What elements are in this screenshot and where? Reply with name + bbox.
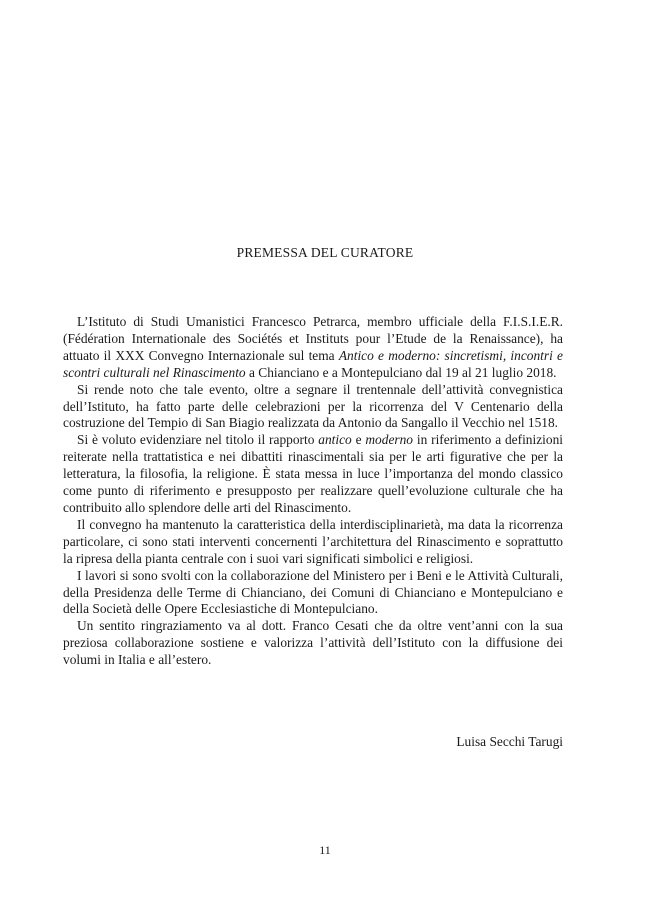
- conference-title-italic: Antico e moderno: sincretismi, incontri e scontri culturali nel Rinascimento: [63, 347, 563, 380]
- paragraph-1-text-b: a Chianciano e a Montepulciano dal 19 al 21 luglio 2018.: [245, 364, 557, 380]
- paragraph-4: Il convegno ha mantenuto la caratteristica della interdisciplinarietà, ma data la ricorrenza particolare, ci sono stati interventi concernenti l’architettura del Rinascimento e soprattutto la ripresa della pianta centrale con i suoi vari significati simbolici e religiosi.: [63, 516, 563, 566]
- paragraph-5: I lavori si sono svolti con la collaborazione del Ministero per i Beni e le Attività Culturali, della Presidenza delle Terme di Chianciano, dei Comuni di Chianciano e Montepulciano e della Società delle Opere Ecclesiastiche di Montepulciano.: [63, 567, 563, 617]
- page-number: 11: [319, 843, 331, 857]
- paragraph-3: [63, 432, 563, 517]
- paragraph-1: [63, 314, 563, 382]
- paragraph-3-text-b: e: [351, 432, 366, 448]
- italic-antico: antico: [318, 432, 352, 448]
- paragraph-2: Si rende noto che tale evento, oltre a segnare il trentennale dell’attività convegnistica dell’Istituto, ha fatto parte delle celebrazioni per la ricorrenza del V Centenario della costruzione del Tempio di San Biagio realizzata da Antonio da Sangallo il Vecchio nel 1518.: [63, 381, 563, 431]
- paragraph-6: Un sentito ringraziamento va al dott. Franco Cesati che da oltre vent’anni con la sua preziosa collaborazione sostiene e valorizza l’attività dell’Istituto con la diffusione dei volumi in Italia e all’estero.: [63, 618, 563, 668]
- author-signature: Luisa Secchi Tarugi: [456, 734, 563, 749]
- paragraph-3-text-c: in riferimento a definizioni reiterate nella trattatistica e nei dibattiti rinascimentali sia per le arti figurative che per la letteratura, la filosofia, la religione. È stata messa in luce l’importanza del mondo classico come punto di riferimento e presupposto per realizzare quell’evoluzione culturale che ha contribuito allo splendore delle arti del Rinascimento.: [63, 432, 563, 515]
- page-title: PREMESSA DEL CURATORE: [236, 245, 414, 260]
- paragraph-1-text-a: L’Istituto di Studi Umanistici Francesco Petrarca, membro ufficiale della F.I.S.I.E.R. (Fédération Internationale des Sociétés et Instituts pour l’Etude de la Renaissance), ha attuato il XXX Convegno Internazionale sul tema: [63, 314, 563, 363]
- italic-moderno: moderno: [365, 432, 413, 448]
- body-text: [63, 314, 563, 669]
- paragraph-3-text-a: Si è voluto evidenziare nel titolo il rapporto: [77, 432, 319, 448]
